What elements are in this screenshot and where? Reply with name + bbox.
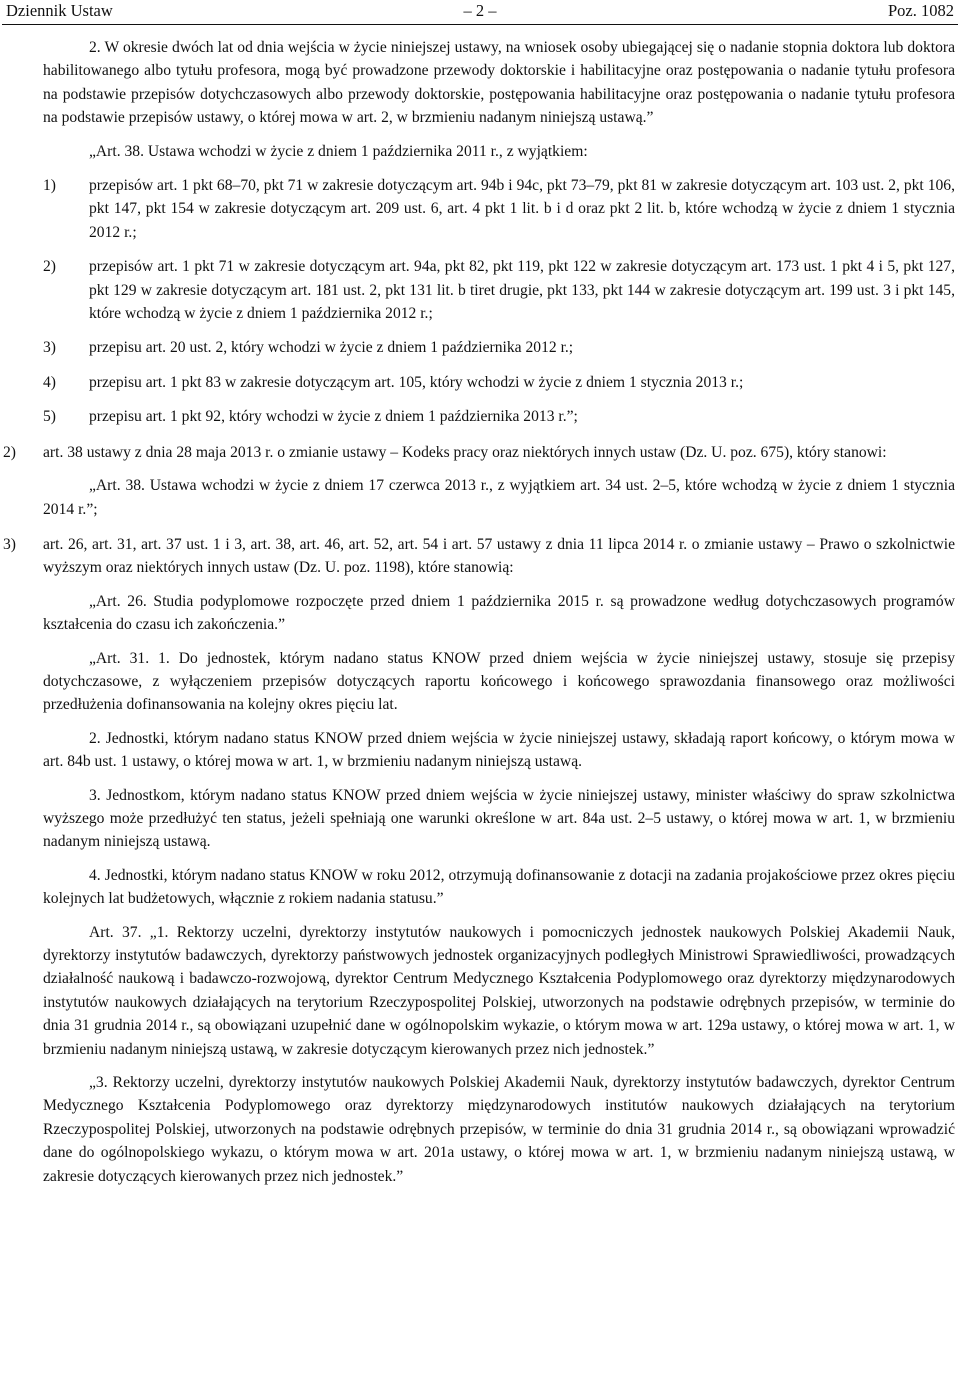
- art38-item: [43, 336, 955, 359]
- page-header: [6, 0, 954, 22]
- item-number: 5): [43, 408, 56, 426]
- item-text: przepisu art. 20 ust. 2, który wchodzi w życie z dniem 1 października 2012 r.;: [89, 339, 574, 357]
- item-number: 4): [43, 373, 56, 391]
- quote-art31-2: 2. Jednostki, którym nadano status KNOW przed dniem wejścia w życie niniejszej ustawy, składają raport końcowy, o którym mowa w art. 84b ust. 1 ustawy, o której mowa w art. 1, w brzmieniu nadanym niniejszą ustawą.: [43, 729, 955, 771]
- art38-list: [43, 174, 955, 429]
- quote-art31-1: „Art. 31. 1. Do jednostek, którym nadano status KNOW przed dniem wejścia w życie niniejszej ustawy, stosuje się przepisy dotychczasowe, z wyłączeniem przepisów dotyczących raportu końcowego i końcowego sprawozdania finansowego oraz możliwości przedłużenia dofinansowania na kolejny okres pięciu lat.: [43, 649, 955, 714]
- art38-item: [43, 371, 955, 394]
- art38-item: [43, 255, 955, 325]
- list-item-3: [3, 533, 955, 580]
- list-text: art. 26, art. 31, art. 37 ust. 1 i 3, art. 38, art. 46, art. 52, art. 54 i art. 57 ustawy z dnia 11 lipca 2014 r. o zmianie ustawy – Prawo o szkolnictwie wyższym oraz niektórych innych ustaw (Dz. U. poz. 1198), które stanowią:: [43, 535, 955, 577]
- quote-art37-1: Art. 37. „1. Rektorzy uczelni, dyrektorzy instytutów naukowych i pomocniczych jednostek naukowych Polskiej Akademii Nauk, dyrektorzy instytutów badawczych, dyrektorzy państwowych jednostek organizacyjnych podległych Ministrowi Sprawiedliwości, prowadzących działalność naukową i badawczo-rozwojową, dyrektor Centrum Medycznego Kształcenia Podyplomowego oraz dyrektorzy międzynarodowych instytutów naukowych działających na terytorium Rzeczypospolitej Polskiej, utworzonych na podstawie odrębnych przepisów, w terminie do dnia 31 grudnia 2014 r., są obowiązani uzupełnić dane w ogólnopolskim wykazie, o którym mowa w art. 129a ustawy, o której mowa w art. 1, w brzmieniu nadanym niniejszą ustawą, w zakresie dotyczącym kierowanych przez nich jednostek.”: [43, 923, 955, 1058]
- item-text: przepisu art. 1 pkt 92, który wchodzi w życie z dniem 1 października 2013 r.”;: [89, 408, 578, 426]
- item-number: 1): [43, 177, 56, 195]
- quote-art37-3: „3. Rektorzy uczelni, dyrektorzy instytutów naukowych Polskiej Akademii Nauk, dyrektorzy instytutów badawczych, dyrektor Centrum Medycznego Kształcenia Podyplomowego oraz dyrektorzy międzynarodowych institutów naukowych działających na terytorium Rzeczypospolitej Polskiej, utworzonych na podstawie odrębnych przepisów, w terminie do dnia 31 grudnia 2014 r., są obowiązani wprowadzić dane do ogólnopolskiego wykazu, o którym mowa w art. 201a ustawy, o której mowa w art. 1, w brzmieniu nadanym niniejszą ustawą, w zakresie dotyczących kierowanych przez nich jednostek.”: [43, 1074, 955, 1185]
- paragraph-ust2: 2. W okresie dwóch lat od dnia wejścia w życie niniejszej ustawy, na wniosek osoby ubiegającej się o nadanie stopnia doktora lub doktora habilitowanego albo tytułu profesora, mogą być prowadzone przewody doktorskie i habilitacyjne oraz postępowania o nadanie tytułu profesora na podstawie przepisów dotychczasowych albo przewody doktorskie, postępowania habilitacyjne oraz postępowania o nadanie tytułu profesora na podstawie przepisów ustawy, o której mowa w art. 2, w brzmieniu nadanym niniejszą ustawą.”: [43, 39, 955, 127]
- item-text: przepisu art. 1 pkt 83 w zakresie dotyczącym art. 105, który wchodzi w życie z dniem 1 stycznia 2013 r.;: [89, 373, 744, 391]
- item-text: przepisów art. 1 pkt 68–70, pkt 71 w zakresie dotyczącym art. 94b i 94c, pkt 73–79, pkt 81 w zakresie dotyczącym art. 103 ust. 2, pkt 106, pkt 147, pkt 154 w zakresie dotyczącym art. 209 ust. 6, art. 4 pkt 1 lit. b i d oraz pkt 2 lit. b, które wchodzą w życie z dniem 1 stycznia 2012 r.;: [89, 177, 955, 241]
- journal-title: Dziennik Ustaw: [6, 1, 113, 21]
- document-body: [3, 36, 955, 1188]
- list-number: 2): [3, 443, 16, 461]
- list-item-2: [3, 441, 955, 464]
- item-text: przepisów art. 1 pkt 71 w zakresie dotyczącym art. 94a, pkt 82, pkt 119, pkt 122 w zakresie dotyczącym art. 173 ust. 1 pkt 4 i 5, pkt 127, pkt 129 w zakresie dotyczącym art. 181 ust. 2, pkt 131 lit. b tiret drugie, pkt 133, pkt 144 w zakresie dotyczącym art. 199 ust. 3 i pkt 145, które wchodzą w życie z dniem 1 października 2012 r.;: [89, 258, 955, 323]
- quote-art31-4: 4. Jednostki, którym nadano status KNOW w roku 2012, otrzymują dofinansowanie z dotacji na zadania projakościowe przez okres pięciu kolejnych lat budżetowych, włącznie z rokiem nadania statusu.”: [43, 866, 955, 908]
- item-number: 2): [43, 258, 56, 276]
- quote-art26: „Art. 26. Studia podyplomowe rozpoczęte przed dniem 1 października 2015 r. są prowadzone według dotychczasowych programów kształcenia do czasu ich zakończenia.”: [43, 592, 955, 634]
- item-number: 3): [43, 339, 56, 357]
- quote-art31-3: 3. Jednostkom, którym nadano status KNOW przed dniem wejścia w życie niniejszej ustawy, minister właściwy do spraw szkolnictwa wyższego może przedłużyć ten status, jeżeli spełniają one warunki określone w art. 84a ust. 2–5 ustawy, o której mowa w art. 1, w brzmieniu nadanym niniejszą ustawą.: [43, 786, 955, 851]
- list-number: 3): [3, 535, 16, 553]
- position-number: Poz. 1082: [888, 1, 954, 21]
- header-rule: [2, 24, 958, 25]
- art38-item: [43, 174, 955, 244]
- quote-art38: „Art. 38. Ustawa wchodzi w życie z dniem 17 czerwca 2013 r., z wyjątkiem art. 34 ust. 2–5, które wchodzą w życie z dniem 1 stycznia 2014 r.”;: [43, 477, 955, 518]
- art38-item: [43, 405, 955, 428]
- paragraph-art38: „Art. 38. Ustawa wchodzi w życie z dniem 1 października 2011 r., z wyjątkiem:: [89, 142, 588, 160]
- page-number: – 2 –: [463, 1, 497, 21]
- list-text: art. 38 ustawy z dnia 28 maja 2013 r. o zmianie ustawy – Kodeks pracy oraz niektórych innych ustaw (Dz. U. poz. 675), który stanowi:: [43, 443, 887, 461]
